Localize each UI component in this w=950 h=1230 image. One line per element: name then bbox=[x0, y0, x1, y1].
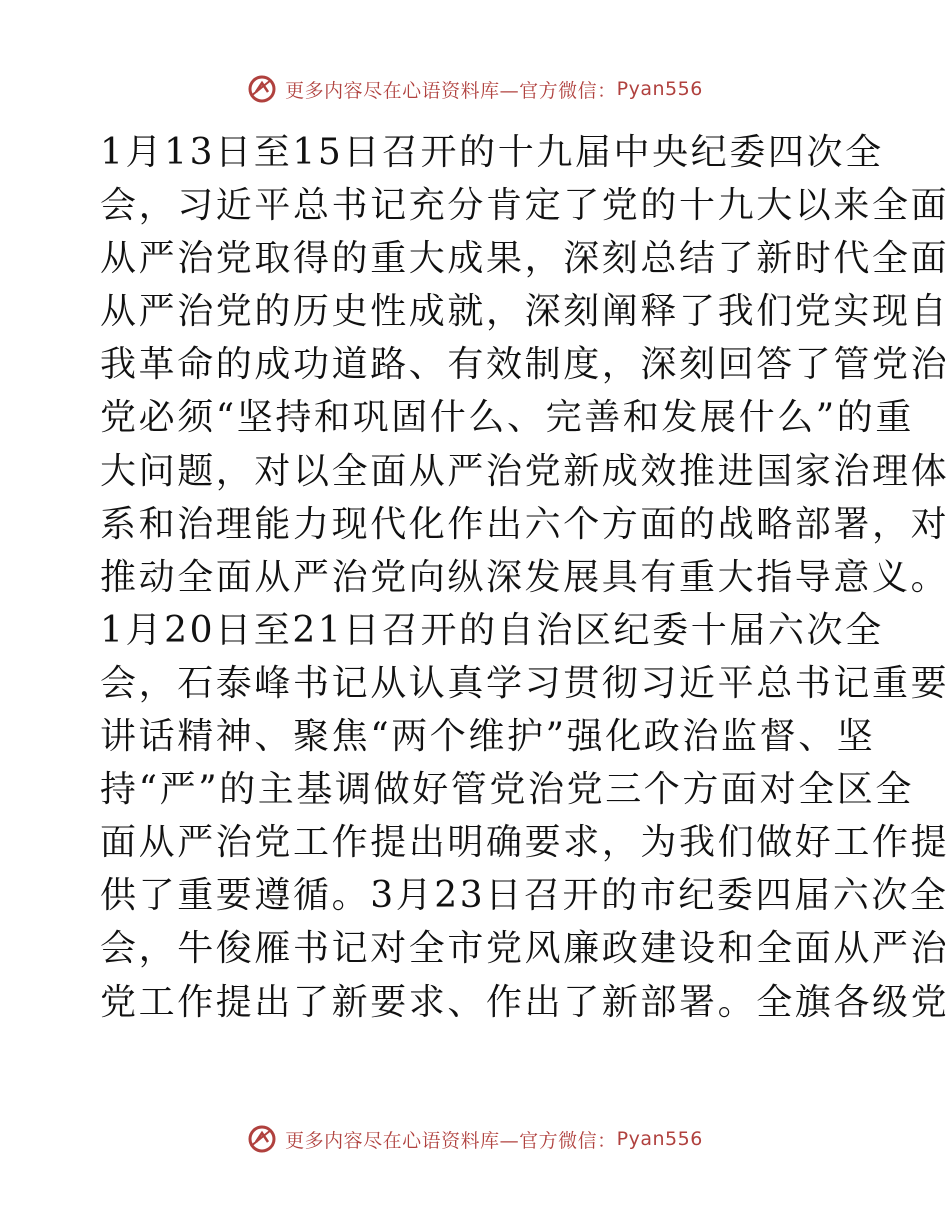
body-line: 面从严治党工作提出明确要求，为我们做好工作提 bbox=[100, 822, 950, 864]
body-line: 会，石泰峰书记从认真学习贯彻习近平总书记重要 bbox=[100, 662, 950, 704]
watermark-text: 更多内容尽在心语资料库—官方微信： bbox=[285, 1129, 617, 1152]
body-line: 供了重要遵循。3月23日召开的市纪委四届六次全 bbox=[100, 875, 949, 917]
body-line: 党工作提出了新要求、作出了新部署。全旗各级党 bbox=[100, 981, 950, 1023]
watermark-wechat-id: Pyan556 bbox=[616, 1128, 703, 1150]
body-line: 1月13日至15日召开的十九届中央纪委四次全 bbox=[100, 132, 884, 173]
body-line: 从严治党取得的重大成果，深刻总结了新时代全面 bbox=[100, 238, 950, 280]
body-line: 大问题，对以全面从严治党新成效推进国家治理体 bbox=[100, 450, 950, 492]
body-line: 持“严”的主基调做好管党治党三个方面对全区全 bbox=[100, 769, 915, 811]
watermark-text: 更多内容尽在心语资料库—官方微信： bbox=[285, 79, 617, 102]
brand-logo-icon bbox=[247, 1124, 277, 1154]
body-line: 推动全面从严治党向纵深发展具有重大指导意义。 bbox=[100, 556, 950, 598]
document-body bbox=[100, 126, 950, 1029]
body-line: 会，习近平总书记充分肯定了党的十九大以来全面 bbox=[100, 185, 950, 227]
footer-watermark bbox=[0, 1124, 950, 1154]
body-line: 讲话精神、聚焦“两个维护”强化政治监督、坚 bbox=[100, 716, 876, 758]
header-watermark bbox=[0, 74, 950, 104]
body-line: 我革命的成功道路、有效制度，深刻回答了管党治 bbox=[100, 344, 950, 386]
body-line: 会，牛俊雁书记对全市党风廉政建设和全面从严治 bbox=[100, 928, 950, 970]
body-line: 1月20日至21日召开的自治区纪委十届六次全 bbox=[100, 609, 884, 651]
brand-logo-icon bbox=[247, 74, 277, 104]
body-line: 党必须“坚持和巩固什么、完善和发展什么”的重 bbox=[100, 397, 915, 439]
body-line: 系和治理能力现代化作出六个方面的战略部署，对 bbox=[100, 503, 950, 545]
body-line: 从严治党的历史性成就，深刻阐释了我们党实现自 bbox=[100, 291, 950, 333]
watermark-wechat-id: Pyan556 bbox=[616, 78, 703, 100]
